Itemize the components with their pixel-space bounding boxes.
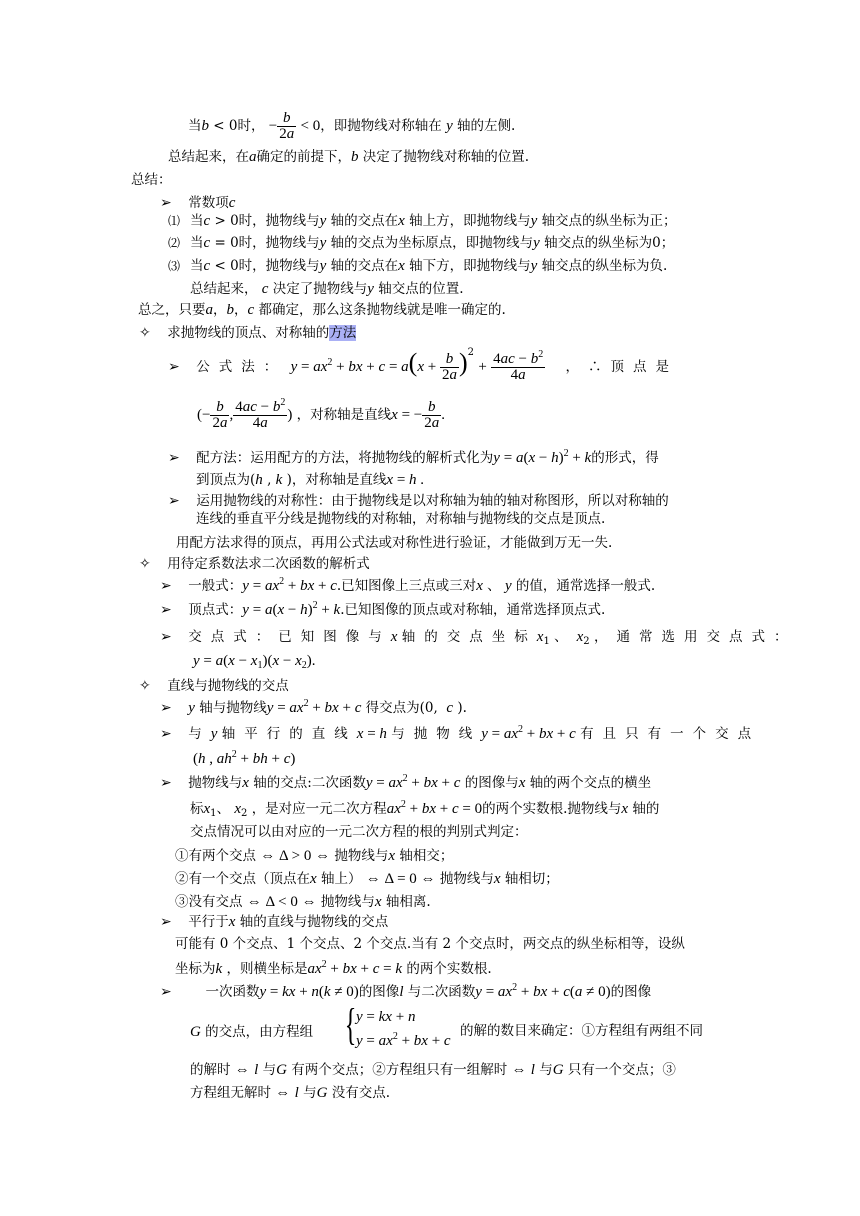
diamond-bullet-icon: ✧ [139,678,151,694]
c-negative-line: ⑶ 当c < 0时，抛物线与y 轴的交点在x 轴下方，即抛物线与y 轴交点的纵坐标为负. [168,258,668,274]
parallel-y-line-1: ➢ 与y 轴平行的直线x = h 与抛物线$y = ax^2$ + bx + c 有且只有一个交点 [160,724,761,742]
b-negative-line: 当b < 0时， − $\frac{b}{2a}$ < 0，即抛物线对称轴在 y 轴的左侧. [188,110,516,142]
diamond-bullet-icon: ✧ [139,556,151,572]
c-summary-line: 总结起来， c 决定了抛物线与y 轴交点的位置. [190,281,464,297]
abc-summary-line: 总之，只要a，b，c 都确定，那么这条抛物线就是唯一确定的. [138,302,506,318]
arrow-bullet-icon: ➢ [160,629,172,645]
arrow-bullet-icon: ➢ [168,493,180,509]
general-form-line: ➢ 一般式：$y = ax^2$ + bx + c.已知图像上三点或三对x 、 y 的值，通常选择一般式. [160,576,656,594]
arrow-bullet-icon: ➢ [168,450,180,466]
vertex-coordinates-line: (− $\frac{b}{2a}$ , $\frac{4ac - b^2}{4a}$ ) ，对称轴是直线x = − $\frac{b}{2a}$ . [197,397,445,431]
linear-quadratic-line-3: 的解时 ⇔ l 与G 有两个交点；②方程组只有一组解时 ⇔ l 与G 只有一个交点；③ [190,1062,676,1078]
linear-quadratic-line-2b: 的解的数目来确定：①方程组有两组不同 [460,1023,703,1039]
arrow-bullet-icon: ➢ [160,775,172,791]
case-two-points: ①有两个交点 ⇔ Δ > 0 ⇔ 抛物线与x 轴相交； [175,848,454,864]
c-zero-line: ⑵ 当c = 0时，抛物线与y 轴的交点为坐标原点，即抛物线与y 轴交点的纵坐标为0； [168,235,675,251]
arrow-bullet-icon: ➢ [160,700,172,716]
completing-square-line-2: 到顶点为(h , k )，对称轴是直线x = h . [196,472,425,488]
arrow-bullet-icon: ➢ [160,984,172,1000]
parallel-x-body-2: 坐标为k ，则横坐标是$ax^2$ + bx + c = k 的两个实数根. [175,959,492,977]
completing-square-line-1: ➢ 配方法：运用配方的方法，将抛物线的解析式化为$y = a(x - h)^2 + k$的形式，得 [168,448,659,466]
vertex-form-line: ➢ 顶点式：$y = a(x - h)^2 + k$.已知图像的顶点或对称轴，通常选择顶点式. [160,600,606,618]
constant-term-item: ➢ 常数项c [160,195,236,211]
x-axis-intersection-line-3: 交点情况可以由对应的一元二次方程的根的判别式判定： [190,824,528,840]
case-no-point: ③没有交点 ⇔ Δ < 0 ⇔ 抛物线与x 轴相离. [175,894,431,910]
vertex-heading: ✧ 求抛物线的顶点、对称轴的方法 [139,325,357,341]
linear-quadratic-line-4: 方程组无解时 ⇔ l 与G 没有交点. [190,1085,390,1101]
arrow-bullet-icon: ➢ [160,195,172,211]
arrow-bullet-icon: ➢ [160,914,172,930]
line-parabola-heading: ✧ 直线与抛物线的交点 [139,678,289,694]
formula-method-line: ➢ 公式法： $y = ax^2$ + bx + c = a(x + $\frac{b}{2a}$ )$^2$ + $\frac{4ac - b^2}{4a}$ ，∴顶点是 [168,347,679,383]
undetermined-coefficients-heading: ✧ 用待定系数法求二次函数的解析式 [139,556,370,572]
summary-heading: 总结： [131,172,172,188]
system-equation-1: y = kx + n [356,1009,416,1025]
y-axis-intersection-line: ➢ y 轴与抛物线$y = ax^2$ + bx + c 得交点为(0, c ). [160,698,467,716]
parallel-x-body-1: 可能有 0 个交点、1 个交点、2 个交点.当有 2 个交点时，两交点的纵坐标相等，设纵 [175,936,685,952]
case-one-point: ②有一个交点（顶点在x 轴上） ⇔ Δ = 0 ⇔ 抛物线与x 轴相切； [175,871,559,887]
x-axis-intersection-line-2: 标$x_1$、 $x_2$ ，是对应一元二次方程$ax^2$ + bx + c = 0的两个实数根.抛物线与x 轴的 [190,799,660,819]
intercept-form-line-1: ➢ 交点式：已知图像与x 轴的交点坐标$x_1$ 、$x_2$ ，通常选用交点式： [160,629,797,647]
linear-quadratic-line-1: ➢ 一次函数y = kx + n(k ≠ 0)的图像l 与二次函数$y = ax^2$ + bx + c(a ≠ 0)的图像 [160,982,652,1000]
highlighted-word: 方法 [329,325,357,341]
arrow-bullet-icon: ➢ [160,726,172,742]
verify-line: 用配方法求得的顶点，再用公式法或对称性进行验证，才能做到万无一失. [176,535,613,551]
diamond-bullet-icon: ✧ [139,325,151,341]
system-brace: { [344,1000,357,1049]
intercept-form-line-2: $y = a(x - x_1)(x - x_2)$. [193,653,316,671]
symmetry-line-2: 连线的垂直平分线是抛物线的对称轴，对称轴与抛物线的交点是顶点. [196,511,606,527]
linear-quadratic-line-2: G 的交点，由方程组 [190,1024,314,1040]
c-positive-line: ⑴ 当c > 0时，抛物线与y 轴的交点在x 轴上方，即抛物线与y 轴交点的纵坐标为正； [168,213,677,229]
symmetry-line-1: ➢ 运用抛物线的对称性：由于抛物线是以对称轴为轴的轴对称图形，所以对称轴的 [168,493,669,509]
parallel-y-line-2: (h , $ah^2$ + bh + c) [193,749,296,767]
system-equation-2: $y = ax^2$ + bx + c [356,1031,451,1049]
arrow-bullet-icon: ➢ [160,578,172,594]
b-summary-line: 总结起来，在a确定的前提下，b 决定了抛物线对称轴的位置. [168,149,530,165]
parallel-x-heading: ➢ 平行于x 轴的直线与抛物线的交点 [160,914,389,930]
arrow-bullet-icon: ➢ [168,359,180,375]
x-axis-intersection-line-1: ➢ 抛物线与x 轴的交点:二次函数$y = ax^2$ + bx + c 的图像与x 轴的两个交点的横坐 [160,773,652,791]
arrow-bullet-icon: ➢ [160,602,172,618]
